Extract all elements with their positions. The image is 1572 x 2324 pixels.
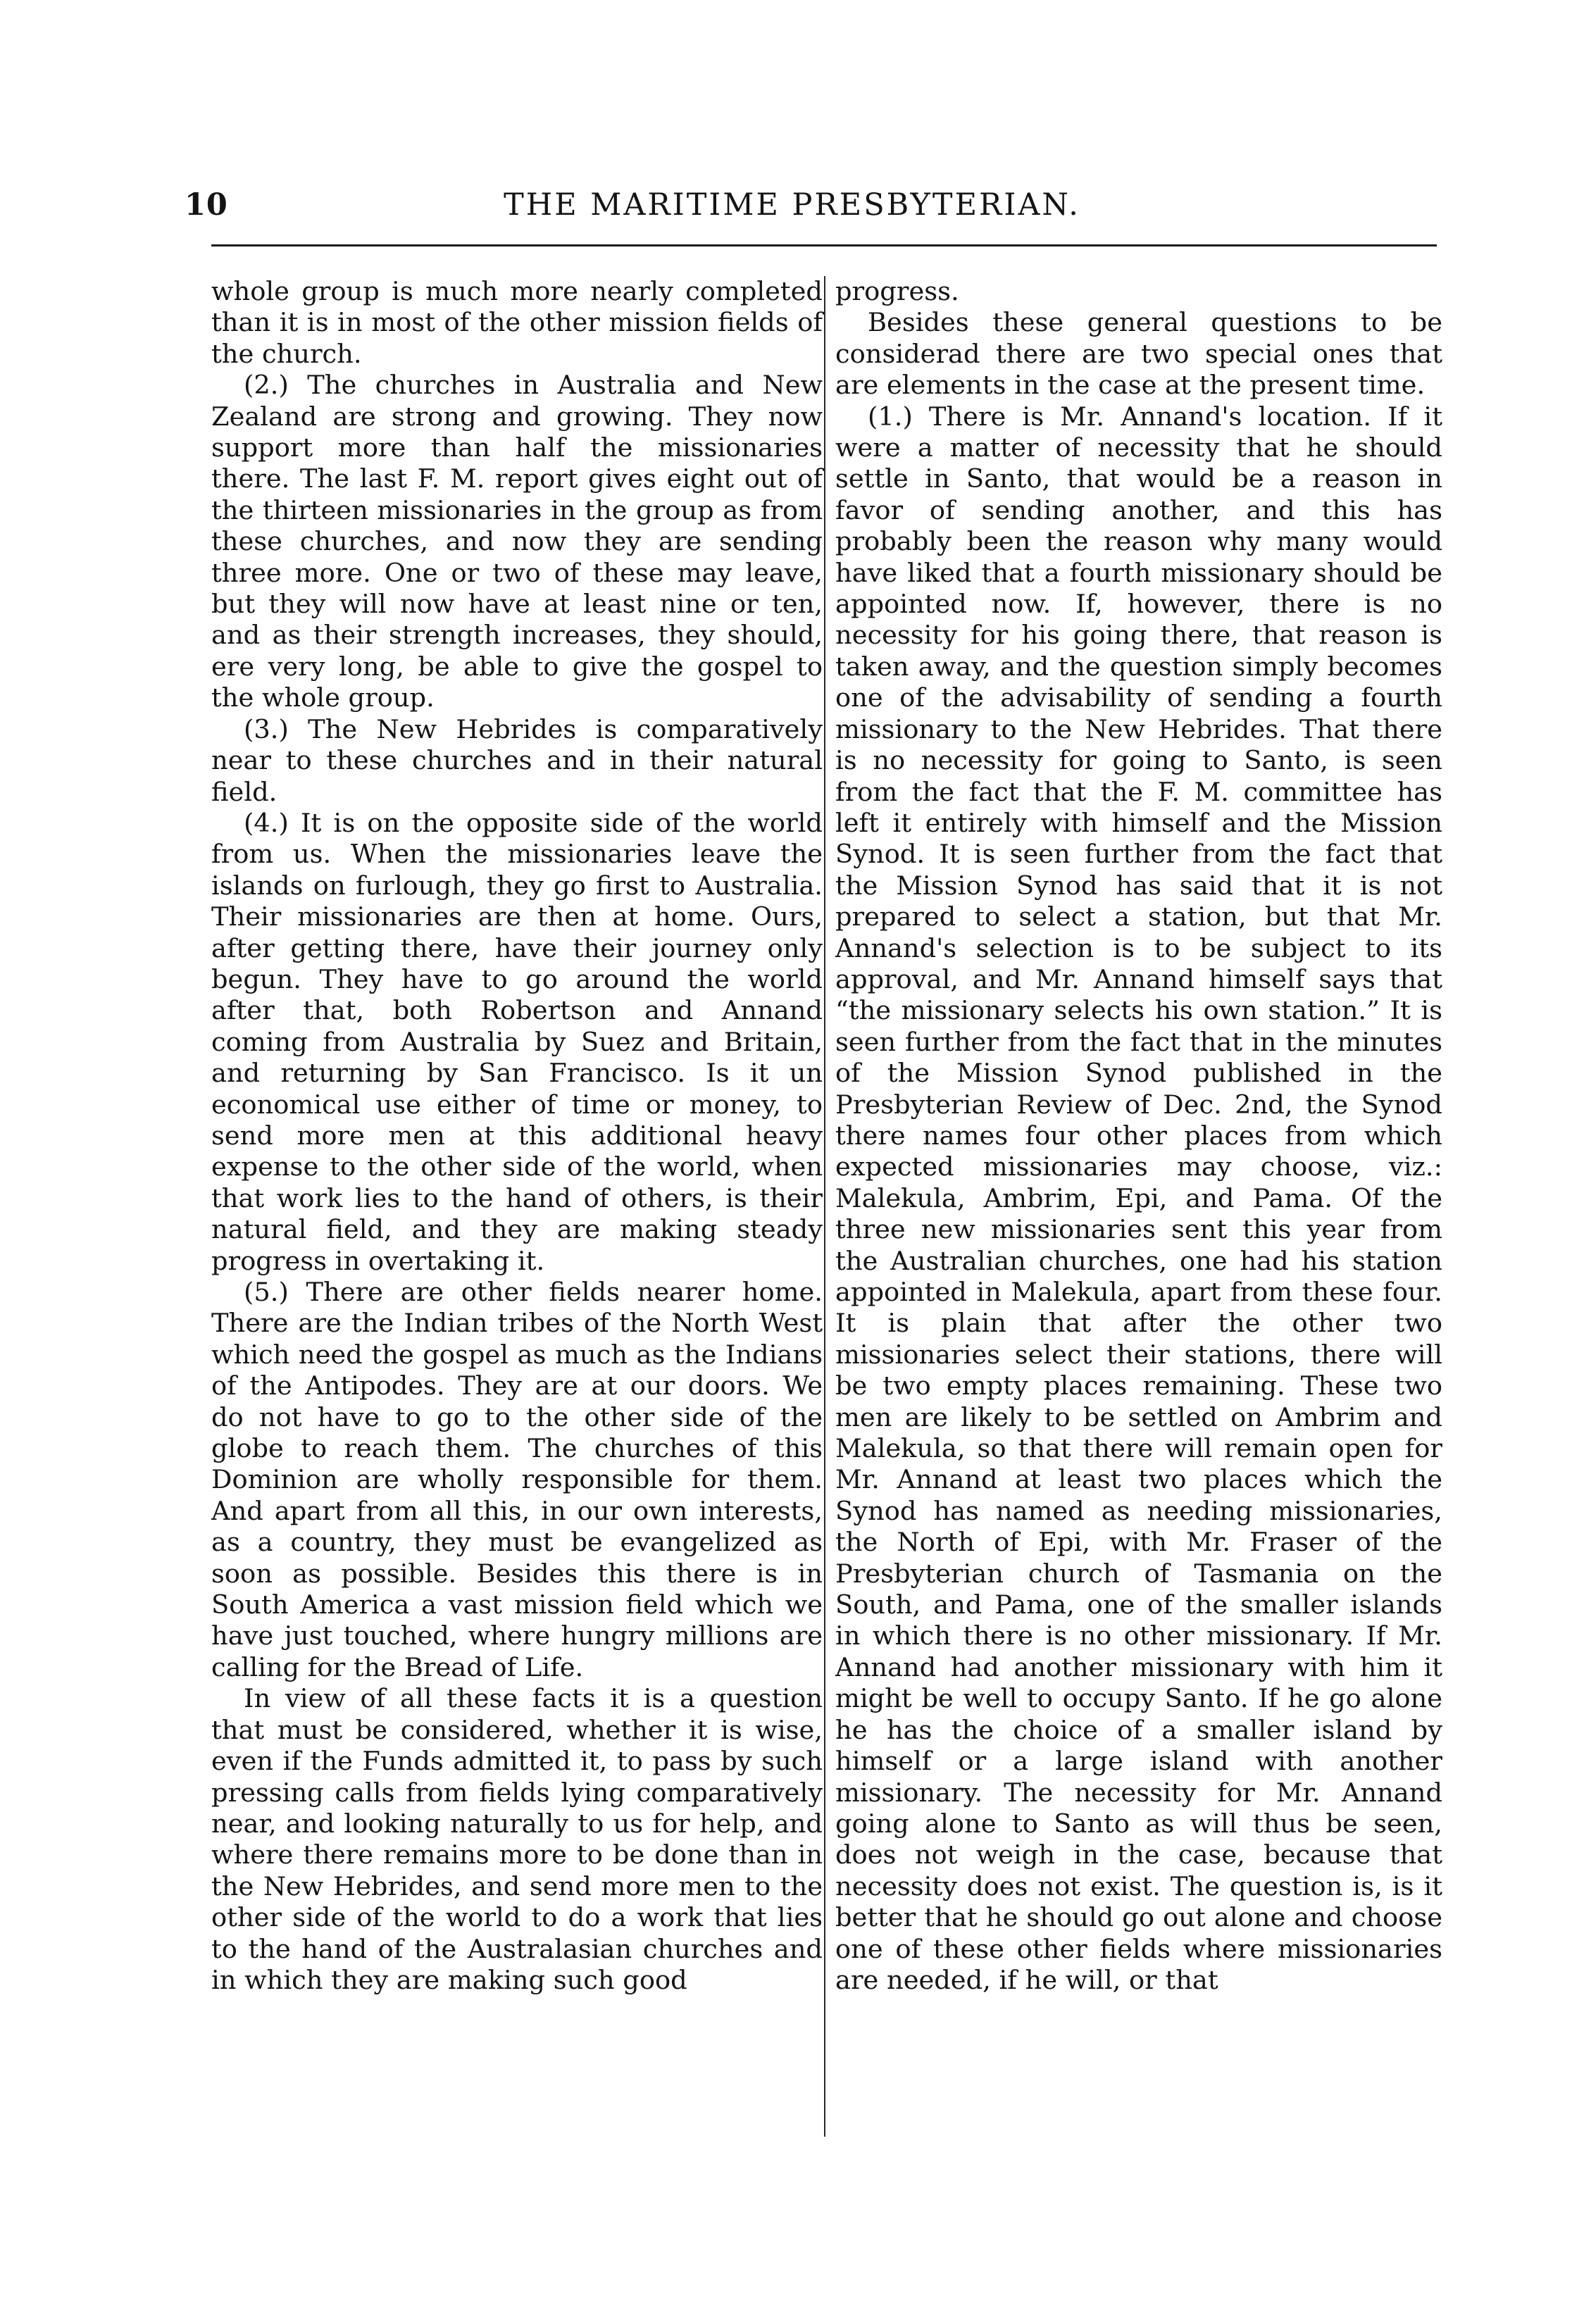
paragraph: (4.) It is on the opposite side of the world from us. When the missionaries leave the islands on furlough, they go first to Australia. Their missionaries are then at home. Ours, after getting there, have their journey only begun. They have to go around the world after that, both Robertson and Annand coming from Australia by Suez and Britain, and returning by San Francisco. Is it un economical use either of time or money, to send more men at this additional heavy expense to the other side of the world, when that work lies to the hand of others, is their natural field, and they are making steady progress in overtaking it.: [211, 807, 823, 1276]
running-title: THE MARITIME PRESBYTERIAN.: [504, 187, 1080, 223]
paragraph: Besides these general questions to be considerad there are two special ones that are elements in the case at the present time.: [835, 307, 1442, 401]
paragraph: (3.) The New Hebrides is comparatively near to these churches and in their natural field.: [211, 713, 823, 807]
left-column: [211, 276, 823, 1996]
paragraph: progress.: [835, 276, 959, 306]
paragraph: In view of all these facts it is a question that must be considered, whether it is wise, even if the Funds admitted it, to pass by such pressing calls from fields lying comparatively near, and looking naturally to us for help, and where there remains more to be done than in the New Hebrides, and send more men to the other side of the world to do a work that lies to the hand of the Australasian churches and in which they are making such good: [211, 1683, 823, 1995]
page-header: [185, 185, 1399, 234]
right-column: [835, 276, 1442, 1996]
paragraph: (5.) There are other fields nearer home. There are the Indian tribes of the North West which need the gospel as much as the Indians of the Antipodes. They are at our doors. We do not have to go to the other side of the globe to reach them. The churches of this Dominion are wholly responsible for them. And apart from all this, in our own interests, as a country, they must be evangelized as soon as possible. Besides this there is in South America a vast mission field which we have just touched, where hungry millions are calling for the Bread of Life.: [211, 1277, 823, 1682]
header-rule: [211, 244, 1437, 246]
paragraph: (2.) The churches in Australia and New Zealand are strong and growing. They now support more than half the missionaries there. The last F. M. report gives eight out of the thirteen missionaries in the group as from these churches, and now they are sending three more. One or two of these may leave, but they will now have at least nine or ten, and as their strength increases, they should, ere very long, be able to give the gospel to the whole group.: [211, 370, 823, 713]
paragraph: (1.) There is Mr. Annand's location. If it were a matter of necessity that he should settle in Santo, that would be a reason in favor of sending another, and this has probably been the reason why many would have liked that a fourth missionary should be appointed now. If, however, there is no necessity for his going there, that reason is taken away, and the question simply becomes one of the advisability of sending a fourth missionary to the New Hebrides. That there is no necessity for going to Santo, is seen from the fact that the F. M. committee has left it entirely with himself and the Mission Synod. It is seen further from the fact that the Mission Synod has said that it is not prepared to select a station, but that Mr. Annand's selection is to be subject to its approval, and Mr. Annand himself says that “the missionary selects his own station.” It is seen further from the fact that in the minutes of the Mission Synod published in the Presbyterian Review of Dec. 2nd, the Synod there names four other places from which expected missionaries may choose, viz.: Malekula, Ambrim, Epi, and Pama. Of the three new missionaries sent this year from the Australian churches, one had his station appointed in Malekula, apart from these four. It is plain that after the other two missionaries select their stations, there will be two empty places remaining. These two men are likely to be settled on Ambrim and Malekula, so that there will remain open for Mr. Annand at least two places which the Synod has named as needing missionaries, the North of Epi, with Mr. Fraser of the Presbyterian church of Tasmania on the South, and Pama, one of the smaller islands in which there is no other missionary. If Mr. Annand had another missionary with him it might be well to occupy Santo. If he go alone he has the choice of a smaller island by himself or a large island with another missionary. The necessity for Mr. Annand going alone to Santo as will thus be seen, does not weigh in the case, because that necessity does not exist. The question is, is it better that he should go out alone and choose one of these other fields where missionaries are needed, if he will, or that: [835, 401, 1442, 1995]
paragraph: whole group is much more nearly completed than it is in most of the other mission fields of the church.: [211, 276, 823, 369]
column-divider: [824, 276, 825, 2137]
page-number: 10: [185, 187, 228, 223]
